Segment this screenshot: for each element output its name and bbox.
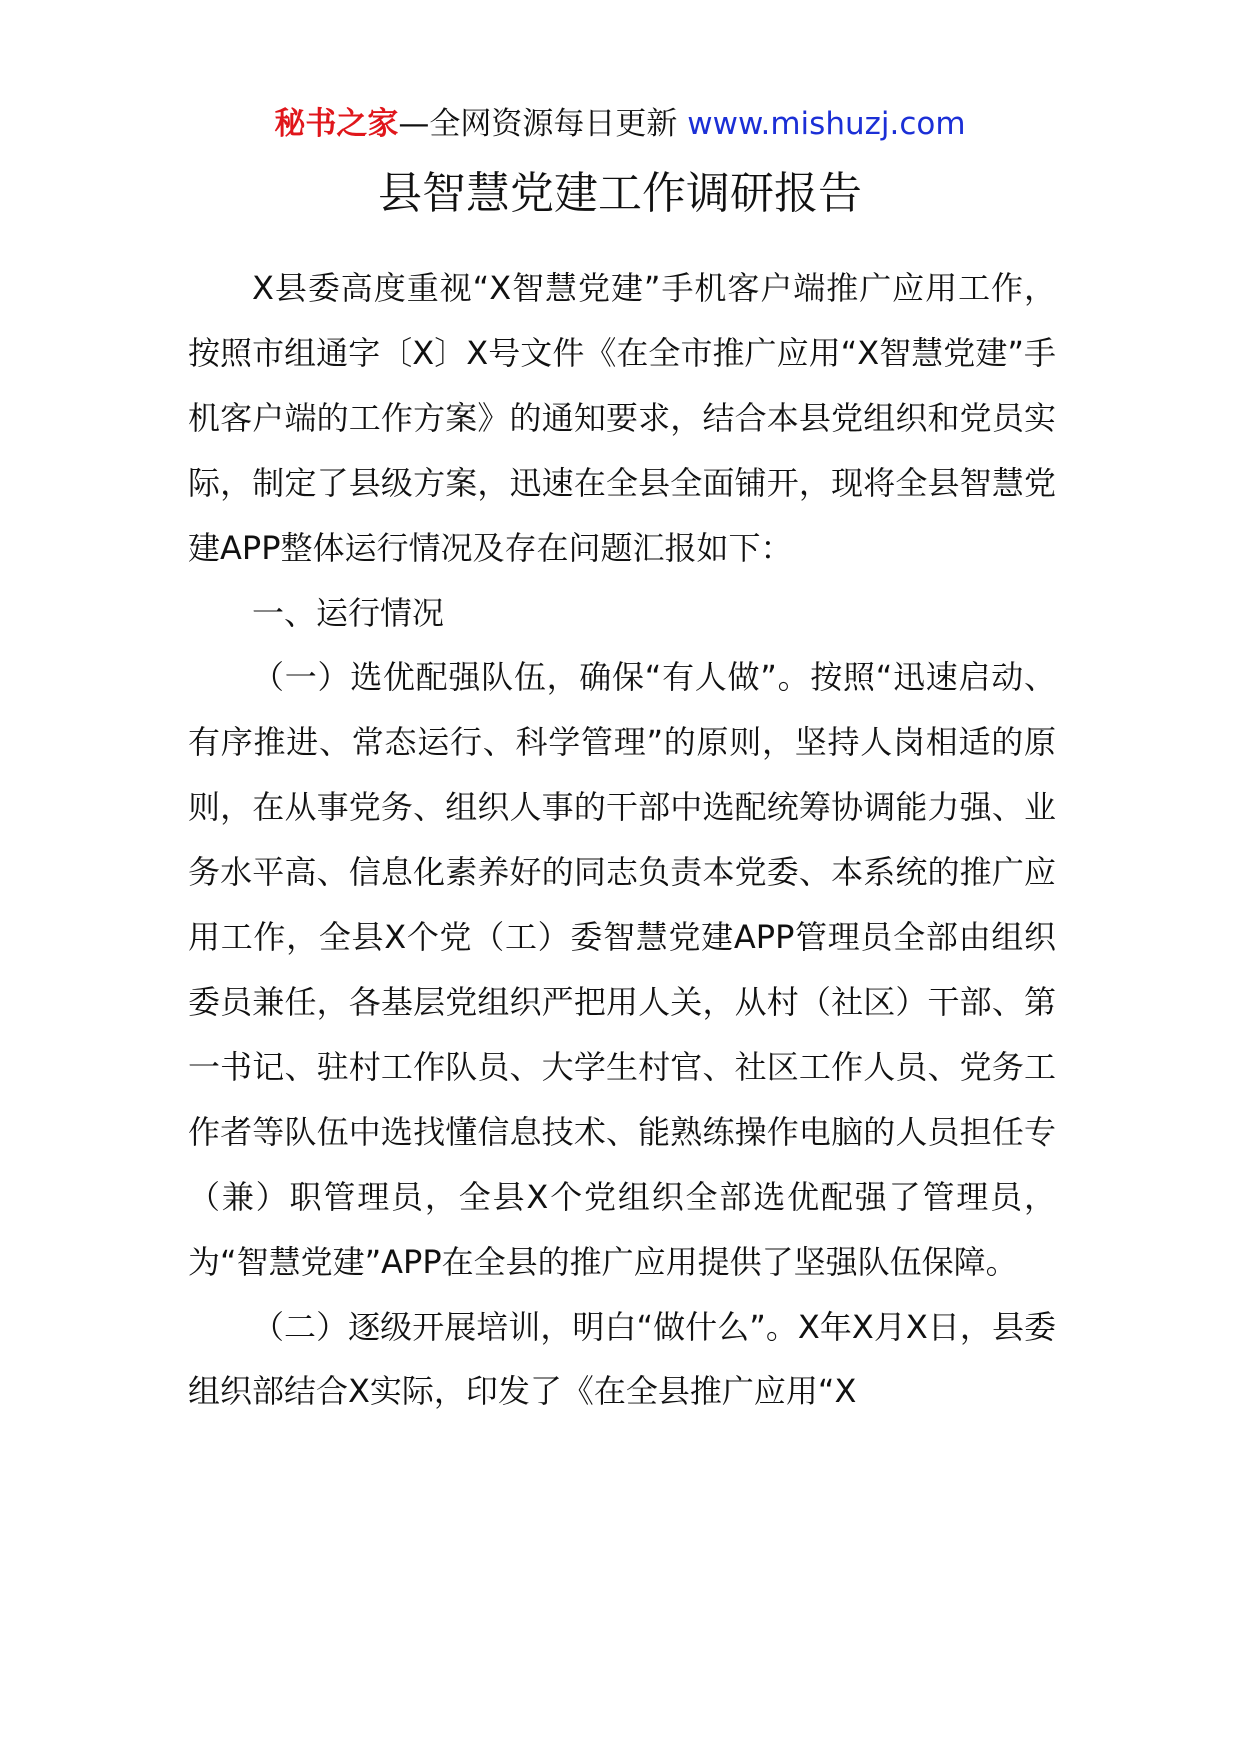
document-title: 县智慧党建工作调研报告 [378,168,862,219]
document-body [188,256,1056,1424]
site-url[interactable]: www.mishuzj.com [687,106,966,142]
brand-name: 秘书之家 [274,106,399,142]
site-header [0,104,1240,144]
subsection-team-paragraph: （一）选优配强队伍，确保“有人做”。按照“迅速启动、有序推进、常态运行、科学管理”的原则，坚持人岗相适的原则，在从事党务、组织人事的干部中选配统筹协调能力强、业务水平高、信息化素养好的同志负责本党委、本系统的推广应用工作，全县X个党（工）委智慧党建APP管理员全部由组织委员兼任，各基层党组织严把用人关，从村（社区）干部、第一书记、驻村工作队员、大学生村官、社区工作人员、党务工作者等队伍中选找懂信息技术、能熟练操作电脑的人员担任专（兼）职管理员，全县X个党组织全部选优配强了管理员，为“智慧党建”APP在全县的推广应用提供了坚强队伍保障。 [188,658,1056,1281]
intro-paragraph: X县委高度重视“X智慧党建”手机客户端推广应用工作，按照市组通字〔X〕X号文件《在全市推广应用“X智慧党建”手机客户端的工作方案》的通知要求，结合本县党组织和党员实际，制定了县级方案，迅速在全县全面铺开，现将全县智慧党建APP整体运行情况及存在问题汇报如下： [188,269,1056,567]
section-heading-operation: 一、运行情况 [252,593,445,632]
subsection-training-paragraph: （二）逐级开展培训，明白“做什么”。X年X月X日，县委组织部结合X实际，印发了《在全县推广应用“X [188,1307,1056,1411]
site-tagline: —全网资源每日更新 [398,106,678,142]
